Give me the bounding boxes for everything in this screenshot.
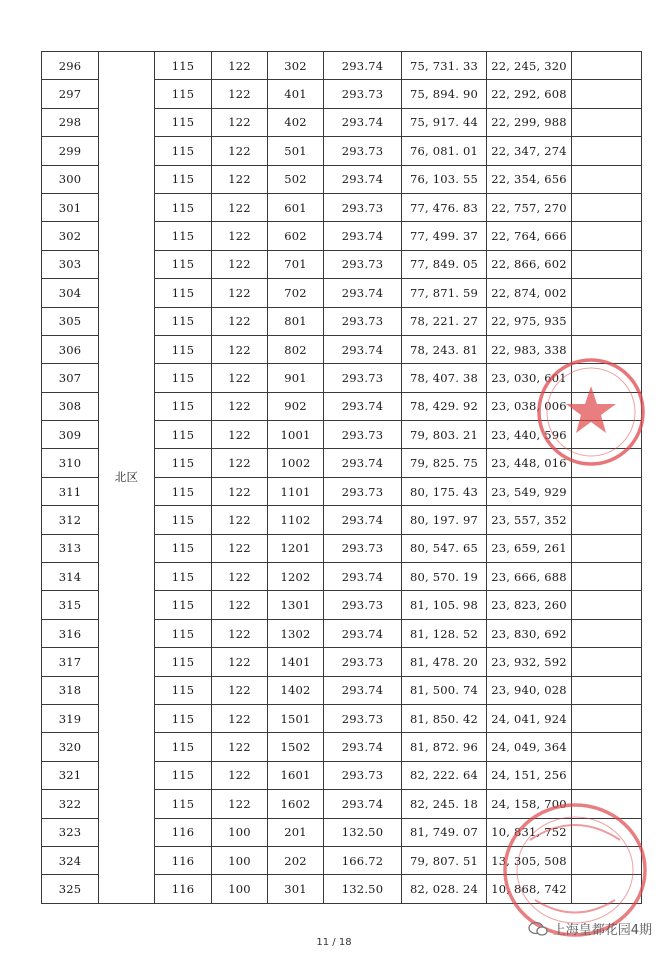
cell-c1: 115 <box>155 733 212 761</box>
cell-no: 300 <box>42 165 99 193</box>
cell-no: 321 <box>42 761 99 789</box>
cell-note <box>572 534 642 562</box>
cell-no: 310 <box>42 449 99 477</box>
cell-total: 22, 299, 988 <box>487 108 572 136</box>
cell-total: 13, 305, 508 <box>487 846 572 874</box>
cell-unit: 1301 <box>268 591 324 619</box>
cell-unit: 1401 <box>268 648 324 676</box>
cell-no: 305 <box>42 307 99 335</box>
cell-total: 22, 866, 602 <box>487 250 572 278</box>
cell-c1: 115 <box>155 421 212 449</box>
cell-c1: 115 <box>155 108 212 136</box>
cell-note <box>572 761 642 789</box>
cell-price: 78, 407. 38 <box>402 364 487 392</box>
cell-unit: 1002 <box>268 449 324 477</box>
cell-unit: 1102 <box>268 506 324 534</box>
cell-unit: 401 <box>268 80 324 108</box>
cell-area: 293.73 <box>324 421 402 449</box>
cell-area: 132.50 <box>324 875 402 903</box>
cell-area: 293.74 <box>324 676 402 704</box>
cell-total: 22, 354, 656 <box>487 165 572 193</box>
cell-c2: 122 <box>212 421 268 449</box>
cell-price: 81, 500. 74 <box>402 676 487 704</box>
cell-note <box>572 279 642 307</box>
cell-total: 22, 764, 666 <box>487 222 572 250</box>
cell-price: 76, 103. 55 <box>402 165 487 193</box>
cell-c1: 115 <box>155 279 212 307</box>
cell-c2: 122 <box>212 108 268 136</box>
cell-note <box>572 165 642 193</box>
cell-no: 313 <box>42 534 99 562</box>
cell-note <box>572 591 642 619</box>
cell-total: 22, 983, 338 <box>487 335 572 363</box>
cell-unit: 801 <box>268 307 324 335</box>
cell-c2: 122 <box>212 279 268 307</box>
cell-total: 23, 440, 596 <box>487 421 572 449</box>
cell-unit: 702 <box>268 279 324 307</box>
cell-total: 24, 151, 256 <box>487 761 572 789</box>
cell-c2: 122 <box>212 761 268 789</box>
cell-no: 302 <box>42 222 99 250</box>
cell-total: 23, 932, 592 <box>487 648 572 676</box>
company-seal-stamp <box>535 356 647 468</box>
cell-unit: 1201 <box>268 534 324 562</box>
cell-price: 80, 547. 65 <box>402 534 487 562</box>
cell-c2: 100 <box>212 818 268 846</box>
cell-c1: 115 <box>155 790 212 818</box>
cell-c1: 115 <box>155 250 212 278</box>
cell-c1: 115 <box>155 52 212 80</box>
cell-unit: 1302 <box>268 619 324 647</box>
cell-c1: 115 <box>155 307 212 335</box>
cell-c2: 100 <box>212 875 268 903</box>
cell-price: 77, 476. 83 <box>402 193 487 221</box>
cell-note <box>572 676 642 704</box>
cell-unit: 701 <box>268 250 324 278</box>
cell-area: 293.74 <box>324 790 402 818</box>
cell-note <box>572 250 642 278</box>
cell-no: 296 <box>42 52 99 80</box>
cell-no: 307 <box>42 364 99 392</box>
cell-area: 293.73 <box>324 704 402 732</box>
table-body <box>42 52 642 904</box>
cell-c1: 115 <box>155 761 212 789</box>
cell-unit: 201 <box>268 818 324 846</box>
cell-price: 81, 749. 07 <box>402 818 487 846</box>
cell-area: 293.73 <box>324 307 402 335</box>
cell-c2: 122 <box>212 364 268 392</box>
cell-no: 317 <box>42 648 99 676</box>
cell-note <box>572 619 642 647</box>
cell-c1: 115 <box>155 137 212 165</box>
cell-area: 293.74 <box>324 563 402 591</box>
cell-area: 132.50 <box>324 818 402 846</box>
cell-price: 79, 825. 75 <box>402 449 487 477</box>
cell-no: 298 <box>42 108 99 136</box>
cell-total: 10, 868, 742 <box>487 875 572 903</box>
cell-unit: 1601 <box>268 761 324 789</box>
cell-total: 24, 049, 364 <box>487 733 572 761</box>
cell-area: 293.74 <box>324 52 402 80</box>
cell-c2: 122 <box>212 534 268 562</box>
cell-area: 293.74 <box>324 108 402 136</box>
cell-note <box>572 52 642 80</box>
cell-price: 80, 175. 43 <box>402 477 487 505</box>
cell-unit: 901 <box>268 364 324 392</box>
cell-c2: 122 <box>212 193 268 221</box>
cell-c2: 122 <box>212 619 268 647</box>
cell-c2: 122 <box>212 250 268 278</box>
cell-note <box>572 563 642 591</box>
cell-c2: 122 <box>212 506 268 534</box>
cell-total: 23, 659, 261 <box>487 534 572 562</box>
cell-c2: 122 <box>212 392 268 420</box>
cell-note <box>572 80 642 108</box>
cell-c1: 115 <box>155 335 212 363</box>
price-table <box>41 51 642 904</box>
cell-note <box>572 307 642 335</box>
cell-area: 293.73 <box>324 591 402 619</box>
cell-no: 316 <box>42 619 99 647</box>
cell-area: 293.74 <box>324 449 402 477</box>
cell-price: 81, 478. 20 <box>402 648 487 676</box>
cell-c2: 122 <box>212 733 268 761</box>
cell-c2: 122 <box>212 704 268 732</box>
cell-area: 166.72 <box>324 846 402 874</box>
cell-c1: 115 <box>155 591 212 619</box>
cell-unit: 302 <box>268 52 324 80</box>
cell-c1: 115 <box>155 193 212 221</box>
cell-c2: 122 <box>212 563 268 591</box>
cell-no: 311 <box>42 477 99 505</box>
cell-price: 82, 028. 24 <box>402 875 487 903</box>
cell-no: 322 <box>42 790 99 818</box>
cell-unit: 502 <box>268 165 324 193</box>
cell-c2: 122 <box>212 52 268 80</box>
cell-area: 293.73 <box>324 534 402 562</box>
cell-note <box>572 222 642 250</box>
cell-total: 23, 030, 601 <box>487 364 572 392</box>
cell-c1: 115 <box>155 619 212 647</box>
cell-unit: 902 <box>268 392 324 420</box>
cell-c2: 122 <box>212 648 268 676</box>
cell-unit: 1001 <box>268 421 324 449</box>
cell-c1: 115 <box>155 165 212 193</box>
cell-area: 293.73 <box>324 364 402 392</box>
cell-area: 293.74 <box>324 335 402 363</box>
cell-note <box>572 137 642 165</box>
cell-total: 23, 666, 688 <box>487 563 572 591</box>
cell-area: 293.74 <box>324 392 402 420</box>
cell-no: 325 <box>42 875 99 903</box>
cell-no: 309 <box>42 421 99 449</box>
cell-price: 77, 849. 05 <box>402 250 487 278</box>
cell-unit: 1101 <box>268 477 324 505</box>
cell-note <box>572 733 642 761</box>
cell-area: 293.73 <box>324 80 402 108</box>
cell-no: 320 <box>42 733 99 761</box>
cell-c2: 122 <box>212 80 268 108</box>
cell-area: 293.73 <box>324 477 402 505</box>
cell-no: 304 <box>42 279 99 307</box>
cell-c2: 122 <box>212 165 268 193</box>
cell-total: 23, 038, 006 <box>487 392 572 420</box>
cell-price: 77, 871. 59 <box>402 279 487 307</box>
cell-total: 23, 557, 352 <box>487 506 572 534</box>
cell-c1: 115 <box>155 676 212 704</box>
cell-unit: 1501 <box>268 704 324 732</box>
cell-price: 78, 429. 92 <box>402 392 487 420</box>
cell-total: 23, 940, 028 <box>487 676 572 704</box>
cell-total: 22, 874, 002 <box>487 279 572 307</box>
cell-price: 81, 872. 96 <box>402 733 487 761</box>
watermark <box>528 919 652 938</box>
cell-price: 77, 499. 37 <box>402 222 487 250</box>
cell-area: 293.74 <box>324 279 402 307</box>
cell-no: 318 <box>42 676 99 704</box>
cell-total: 23, 830, 692 <box>487 619 572 647</box>
cell-area: 293.73 <box>324 648 402 676</box>
cell-c1: 116 <box>155 818 212 846</box>
cell-price: 82, 222. 64 <box>402 761 487 789</box>
cell-total: 22, 347, 274 <box>487 137 572 165</box>
cell-unit: 1402 <box>268 676 324 704</box>
cell-c1: 115 <box>155 704 212 732</box>
cell-area: 293.73 <box>324 193 402 221</box>
cell-price: 75, 917. 44 <box>402 108 487 136</box>
cell-unit: 501 <box>268 137 324 165</box>
cell-unit: 802 <box>268 335 324 363</box>
cell-area: 293.74 <box>324 506 402 534</box>
cell-unit: 1502 <box>268 733 324 761</box>
cell-price: 75, 894. 90 <box>402 80 487 108</box>
cell-total: 24, 158, 700 <box>487 790 572 818</box>
cell-price: 82, 245. 18 <box>402 790 487 818</box>
cell-price: 79, 803. 21 <box>402 421 487 449</box>
cell-total: 24, 041, 924 <box>487 704 572 732</box>
cell-price: 76, 081. 01 <box>402 137 487 165</box>
cell-price: 78, 221. 27 <box>402 307 487 335</box>
cell-total: 10, 831, 752 <box>487 818 572 846</box>
cell-no: 308 <box>42 392 99 420</box>
chat-bubble-icon <box>528 921 548 937</box>
cell-no: 306 <box>42 335 99 363</box>
cell-c1: 115 <box>155 449 212 477</box>
cell-price: 79, 807. 51 <box>402 846 487 874</box>
cell-area: 293.74 <box>324 619 402 647</box>
cell-no: 314 <box>42 563 99 591</box>
cell-c2: 122 <box>212 335 268 363</box>
cell-total: 22, 757, 270 <box>487 193 572 221</box>
cell-c1: 115 <box>155 648 212 676</box>
cell-price: 80, 570. 19 <box>402 563 487 591</box>
cell-area: 293.73 <box>324 137 402 165</box>
cell-c2: 122 <box>212 477 268 505</box>
cell-c1: 115 <box>155 364 212 392</box>
cell-area: 293.74 <box>324 222 402 250</box>
cell-total: 23, 448, 016 <box>487 449 572 477</box>
cell-area: 293.73 <box>324 761 402 789</box>
cell-area: 293.74 <box>324 165 402 193</box>
cell-c1: 115 <box>155 506 212 534</box>
cell-unit: 301 <box>268 875 324 903</box>
cell-c1: 116 <box>155 875 212 903</box>
cell-note <box>572 108 642 136</box>
cell-unit: 202 <box>268 846 324 874</box>
cell-c2: 122 <box>212 449 268 477</box>
cell-unit: 602 <box>268 222 324 250</box>
cell-unit: 402 <box>268 108 324 136</box>
cell-c2: 122 <box>212 222 268 250</box>
cell-no: 299 <box>42 137 99 165</box>
cell-c2: 100 <box>212 846 268 874</box>
cell-note <box>572 506 642 534</box>
cell-note <box>572 648 642 676</box>
page-indicator: 11 / 18 <box>316 937 352 948</box>
cell-price: 78, 243. 81 <box>402 335 487 363</box>
cell-c2: 122 <box>212 137 268 165</box>
cell-c2: 122 <box>212 790 268 818</box>
cell-no: 319 <box>42 704 99 732</box>
cell-c1: 115 <box>155 80 212 108</box>
zone-cell: 北区 <box>99 52 155 904</box>
cell-c2: 122 <box>212 307 268 335</box>
table-row <box>42 52 642 80</box>
cell-price: 81, 850. 42 <box>402 704 487 732</box>
cell-price: 75, 731. 33 <box>402 52 487 80</box>
cell-total: 22, 245, 320 <box>487 52 572 80</box>
cell-c1: 115 <box>155 392 212 420</box>
cell-total: 22, 292, 608 <box>487 80 572 108</box>
cell-c2: 122 <box>212 591 268 619</box>
cell-c1: 115 <box>155 222 212 250</box>
cell-price: 80, 197. 97 <box>402 506 487 534</box>
cell-note <box>572 704 642 732</box>
cell-no: 323 <box>42 818 99 846</box>
cell-unit: 1602 <box>268 790 324 818</box>
cell-total: 23, 823, 260 <box>487 591 572 619</box>
cell-c2: 122 <box>212 676 268 704</box>
cell-no: 301 <box>42 193 99 221</box>
cell-no: 297 <box>42 80 99 108</box>
cell-area: 293.74 <box>324 733 402 761</box>
cell-no: 324 <box>42 846 99 874</box>
watermark-text: 上海皇都花园4期 <box>552 923 652 938</box>
cell-price: 81, 105. 98 <box>402 591 487 619</box>
cell-price: 81, 128. 52 <box>402 619 487 647</box>
cell-c1: 115 <box>155 477 212 505</box>
cell-c1: 115 <box>155 563 212 591</box>
cell-no: 312 <box>42 506 99 534</box>
cell-no: 303 <box>42 250 99 278</box>
cell-c1: 116 <box>155 846 212 874</box>
cell-area: 293.73 <box>324 250 402 278</box>
cell-unit: 1202 <box>268 563 324 591</box>
cell-c1: 115 <box>155 534 212 562</box>
cell-total: 22, 975, 935 <box>487 307 572 335</box>
cell-total: 23, 549, 929 <box>487 477 572 505</box>
cell-note <box>572 193 642 221</box>
cell-note <box>572 477 642 505</box>
cell-no: 315 <box>42 591 99 619</box>
cell-unit: 601 <box>268 193 324 221</box>
